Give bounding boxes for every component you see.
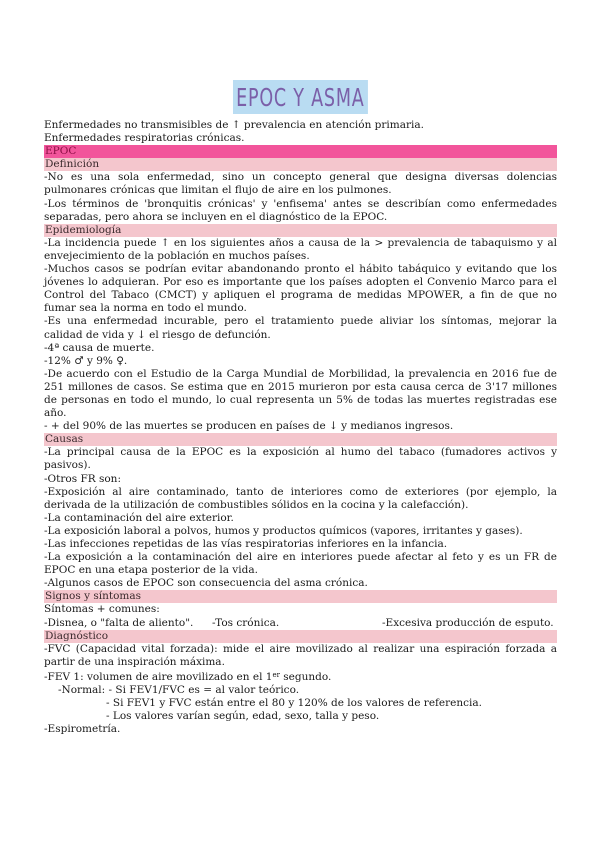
subheading-causas: Causas <box>44 433 557 446</box>
diagnostico-espirometria: -Espirometría. <box>44 723 121 736</box>
subheading-definicion: Definición <box>44 158 557 171</box>
diagnostico-fev1 <box>44 669 557 684</box>
title-wrap <box>0 80 600 114</box>
causas-item: -La contaminación del aire exterior. <box>44 511 234 524</box>
fev1-end: segundo. <box>279 670 332 683</box>
epidemiologia-item: -12% ♂ y 9% ♀. <box>44 354 128 367</box>
subheading-signos: Signos y síntomas <box>44 590 557 603</box>
epidemiologia-item: -La incidencia puede ↑ en los siguientes años a causa de la > prevalencia de tabaquismo y al envejecimiento de la población en muchos países. <box>44 236 557 262</box>
epidemiologia-item: -4ª causa de muerte. <box>44 341 155 354</box>
intro-line: Enfermedades no transmisibles de ↑ prevalencia en atención primaria. <box>44 119 424 131</box>
epidemiologia-item: -Es una enfermedad incurable, pero el tratamiento puede aliviar los síntomas, mejorar la calidad de vida y ↓ el riesgo de defunción. <box>44 315 557 341</box>
epidemiologia-item: -De acuerdo con el Estudio de la Carga Mundial de Morbilidad, la prevalencia en 2016 fue de 251 millones de casos. Se estima que en 2015 murieron por esta causa cerca de 3'17 millones de personas en todo el mundo, lo cual representa un 5% de todas las muertes registradas ese año. <box>44 367 557 420</box>
fev1-text: -FEV 1: volumen de aire movilizado en el 1 <box>44 670 273 683</box>
section-header-epoc: EPOC <box>44 145 557 158</box>
causas-item: -Algunos casos de EPOC son consecuencia del asma crónica. <box>44 577 368 590</box>
page-title: EPOC Y ASMA <box>233 80 368 114</box>
normal-criterion: - Si FEV1 y FVC están entre el 80 y 120% de los valores de referencia. <box>106 697 482 710</box>
intro-line: Enfermedades respiratorias crónicas. <box>44 132 245 145</box>
symptom-item: -Excesiva producción de esputo. <box>382 616 554 629</box>
causas-item: -Exposición al aire contaminado, tanto de interiores como de exteriores (por ejemplo, la derivada de la utilización de combustibles sólidos en la cocina y la calefacción). <box>44 485 557 511</box>
epidemiologia-item: - + del 90% de las muertes se producen en países de ↓ y medianos ingresos. <box>44 420 454 433</box>
causas-item: -La exposición a la contaminación del aire en interiores puede afectar al feto y es un FR de EPOC en una etapa posterior de la vida. <box>44 551 557 577</box>
definicion-item: -No es una sola enfermedad, sino un concepto general que designa diversas dolencias pulmonares crónicas que limitan el flujo de aire en los pulmones. <box>44 171 557 197</box>
symptom-item: -Disnea, o "falta de aliento". <box>44 616 194 629</box>
causas-item: -Las infecciones repetidas de las vías respiratorias inferiores en la infancia. <box>44 538 448 550</box>
causas-item: -Otros FR son: <box>44 472 121 485</box>
diagnostico-fvc: -FVC (Capacidad vital forzada): mide el aire movilizado al realizar una espiración forzada a partir de una inspiración máxima. <box>44 642 557 668</box>
definicion-item: -Los términos de 'bronquitis crónicas' y 'enfisema' antes se describían como enfermedades separadas, pero ahora se incluyen en el diagnóstico de la EPOC. <box>44 197 557 223</box>
normal-criterion: - Los valores varían según, edad, sexo, talla y peso. <box>106 710 380 723</box>
signos-intro: Síntomas + comunes: <box>44 603 160 616</box>
document-content <box>44 119 557 736</box>
causas-item: -La principal causa de la EPOC es la exposición al humo del tabaco (fumadores activos y pasivos). <box>44 446 557 472</box>
epidemiologia-item: -Muchos casos se podrían evitar abandonando pronto el hábito tabáquico y evitando que los jóvenes lo adquieran. Por eso es importante que los países adopten el Convenio Marco para el Control del Tabaco (CMCT) y apliquen el programa de medidas MPOWER, a fin de que no fumar sea la norma en todo el mundo. <box>44 263 557 315</box>
fev1-superscript: er <box>272 670 280 679</box>
symptom-item: -Tos crónica. <box>212 616 280 629</box>
subheading-epidemiologia: Epidemiología <box>44 224 557 237</box>
symptoms-row <box>44 617 557 630</box>
normal-criterion: -Normal: - Si FEV1/FVC es = al valor teórico. <box>58 684 300 697</box>
causas-item: -La exposición laboral a polvos, humos y productos químicos (vapores, irritantes y gases). <box>44 524 523 537</box>
subheading-diagnostico: Diagnóstico <box>44 630 557 643</box>
